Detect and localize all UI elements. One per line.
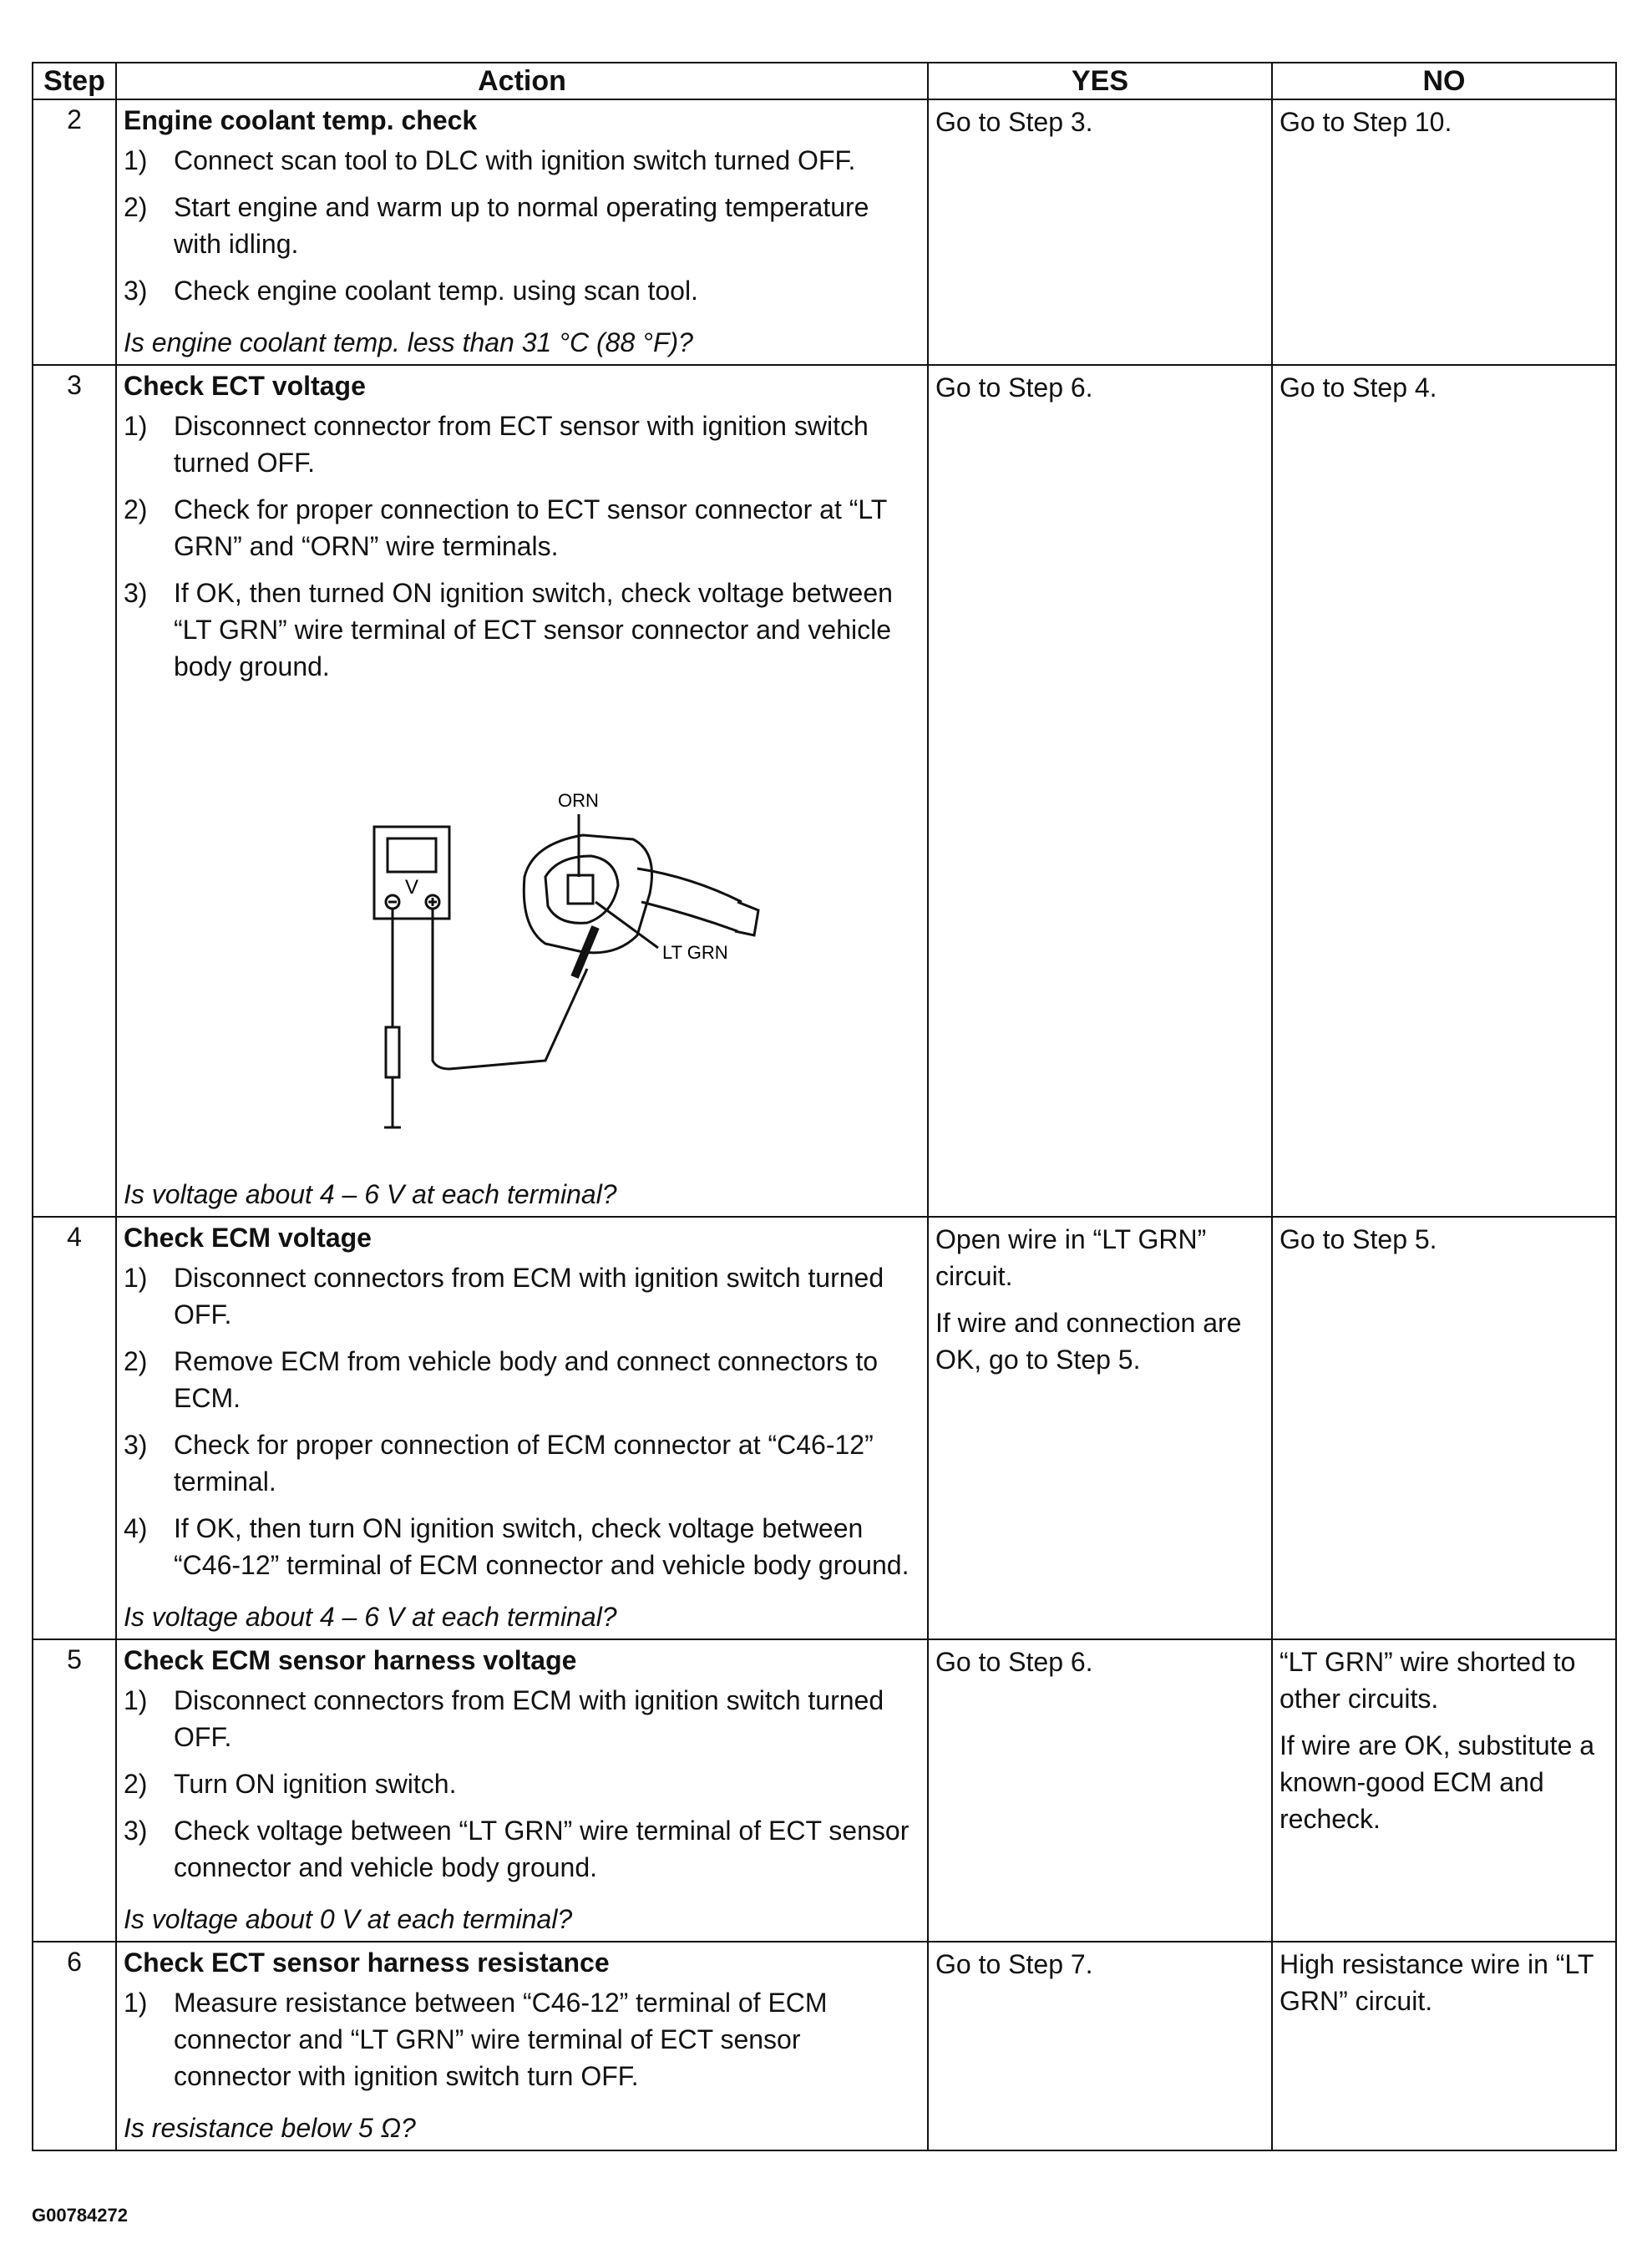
action-item — [124, 491, 920, 565]
yes-cell — [928, 99, 1272, 365]
no-text: “LT GRN” wire shorted to other circuits. — [1280, 1647, 1576, 1714]
ltgrn-label: LT GRN — [662, 942, 728, 963]
yes-text: Go to Step 3. — [935, 107, 1093, 137]
step-question: Is resistance below 5 Ω? — [124, 2113, 416, 2143]
step-number: 3 — [33, 365, 116, 1217]
ltgrn-leader — [595, 902, 658, 948]
action-cell — [116, 1942, 928, 2150]
action-list — [124, 1984, 920, 2094]
action-number: 2) — [124, 1346, 148, 1376]
action-number: 1) — [124, 145, 148, 175]
action-item — [124, 189, 920, 262]
action-text: Remove ECM from vehicle body and connect connectors to ECM. — [174, 1346, 879, 1413]
step-number: 2 — [33, 99, 116, 365]
step-number: 6 — [33, 1942, 116, 2150]
action-text: Connect scan tool to DLC with ignition switch turned OFF. — [174, 145, 856, 175]
action-item — [124, 1259, 920, 1333]
step-title: Engine coolant temp. check — [124, 105, 478, 135]
yes-cell — [928, 1217, 1272, 1639]
step-title: Check ECT sensor harness resistance — [124, 1948, 610, 1978]
action-text: Start engine and warm up to normal operating temperature with idling. — [174, 192, 869, 259]
action-item — [124, 1682, 920, 1755]
action-number: 1) — [124, 411, 148, 441]
action-text: If OK, then turned ON ignition switch, check voltage between “LT GRN” wire terminal of ECT sensor connector and vehicle body ground. — [174, 578, 893, 681]
table-body — [33, 99, 1616, 2150]
no-cell — [1272, 1942, 1616, 2150]
action-number: 2) — [124, 1769, 148, 1799]
orn-label: ORN — [558, 790, 599, 811]
action-item — [124, 408, 920, 481]
yes-cell — [928, 365, 1272, 1217]
action-number: 2) — [124, 494, 148, 524]
no-text: Go to Step 5. — [1280, 1224, 1437, 1254]
no-text: Go to Step 10. — [1280, 107, 1452, 137]
no-text: If wire are OK, substitute a known-good ECM and recheck. — [1280, 1730, 1595, 1834]
yes-text: Go to Step 6. — [935, 372, 1093, 403]
action-text: Disconnect connectors from ECM with ignition switch turned OFF. — [174, 1685, 884, 1752]
voltmeter-diagram — [307, 777, 892, 1161]
action-list — [124, 142, 920, 309]
action-number: 2) — [124, 192, 148, 222]
action-number: 1) — [124, 1685, 148, 1715]
yes-cell — [928, 1639, 1272, 1942]
action-text: Check for proper connection to ECT sensor connector at “LT GRN” and “ORN” wire terminals. — [174, 494, 887, 561]
action-item — [124, 1426, 920, 1500]
step-question: Is engine coolant temp. less than 31 °C (88 °F)? — [124, 327, 693, 357]
header-row — [33, 63, 1616, 99]
action-item — [124, 142, 920, 179]
action-number: 4) — [124, 1513, 148, 1543]
action-cell — [116, 99, 928, 365]
action-text: If OK, then turn ON ignition switch, check voltage between “C46-12” terminal of ECM connector and vehicle body ground. — [174, 1513, 910, 1580]
no-text: Go to Step 4. — [1280, 372, 1437, 403]
action-text: Check voltage between “LT GRN” wire terminal of ECT sensor connector and vehicle body ground. — [174, 1816, 910, 1882]
step-question: Is voltage about 0 V at each terminal? — [124, 1904, 573, 1934]
action-cell — [116, 1217, 928, 1639]
header-action: Action — [116, 63, 928, 99]
positive-lead — [433, 909, 587, 1069]
action-list — [124, 1682, 920, 1886]
table-row — [33, 99, 1616, 365]
yes-text: Go to Step 7. — [935, 1949, 1093, 1979]
action-item — [124, 1812, 920, 1886]
no-text: High resistance wire in “LT GRN” circuit. — [1280, 1949, 1594, 2016]
yes-cell — [928, 1942, 1272, 2150]
no-cell — [1272, 1217, 1616, 1639]
table-row — [33, 1217, 1616, 1639]
step-title: Check ECM voltage — [124, 1223, 372, 1253]
yes-text: Go to Step 6. — [935, 1647, 1093, 1677]
yes-text: Open wire in “LT GRN” circuit. — [935, 1224, 1207, 1291]
step-number: 5 — [33, 1639, 116, 1942]
table-row — [33, 365, 1616, 1217]
yes-text: If wire and connection are OK, go to Step 5. — [935, 1308, 1242, 1375]
table-row — [33, 1639, 1616, 1942]
no-cell — [1272, 365, 1616, 1217]
action-item — [124, 1343, 920, 1416]
action-text: Disconnect connector from ECT sensor with ignition switch turned OFF. — [174, 411, 869, 478]
action-list — [124, 1259, 920, 1583]
action-item — [124, 1984, 920, 2094]
action-item — [124, 1765, 920, 1802]
action-text: Measure resistance between “C46-12” terminal of ECM connector and “LT GRN” wire terminal of ECT sensor connector with ignition switch turn OFF. — [174, 1988, 828, 2091]
header-no: NO — [1272, 63, 1616, 99]
table-row — [33, 1942, 1616, 2150]
step-title: Check ECT voltage — [124, 371, 366, 401]
no-cell — [1272, 1639, 1616, 1942]
header-step: Step — [33, 63, 116, 99]
meter-letter: V — [404, 876, 419, 899]
document-code: G00784272 — [32, 2205, 128, 2226]
no-cell — [1272, 99, 1616, 365]
action-item — [124, 272, 920, 309]
action-cell — [116, 1639, 928, 1942]
action-number: 1) — [124, 1988, 148, 2018]
action-item — [124, 1510, 920, 1583]
action-text: Disconnect connectors from ECM with ignition switch turned OFF. — [174, 1263, 884, 1330]
step-question: Is voltage about 4 – 6 V at each terminal? — [124, 1179, 617, 1209]
step-question: Is voltage about 4 – 6 V at each terminal? — [124, 1602, 617, 1632]
troubleshooting-table — [32, 62, 1617, 2151]
header-yes: YES — [928, 63, 1272, 99]
action-text: Check for proper connection of ECM connector at “C46-12” terminal. — [174, 1430, 874, 1497]
action-cell — [116, 365, 928, 1217]
action-number: 3) — [124, 276, 148, 306]
step-number: 4 — [33, 1217, 116, 1639]
action-text: Check engine coolant temp. using scan tool. — [174, 276, 698, 306]
action-item — [124, 575, 920, 685]
action-number: 3) — [124, 1430, 148, 1460]
action-number: 3) — [124, 1816, 148, 1846]
step-title: Check ECM sensor harness voltage — [124, 1645, 577, 1675]
diagram-figure — [307, 777, 892, 1161]
action-list — [124, 408, 920, 685]
action-text: Turn ON ignition switch. — [174, 1769, 457, 1799]
action-number: 1) — [124, 1263, 148, 1293]
action-number: 3) — [124, 578, 148, 608]
procedure-document — [32, 62, 1615, 2151]
